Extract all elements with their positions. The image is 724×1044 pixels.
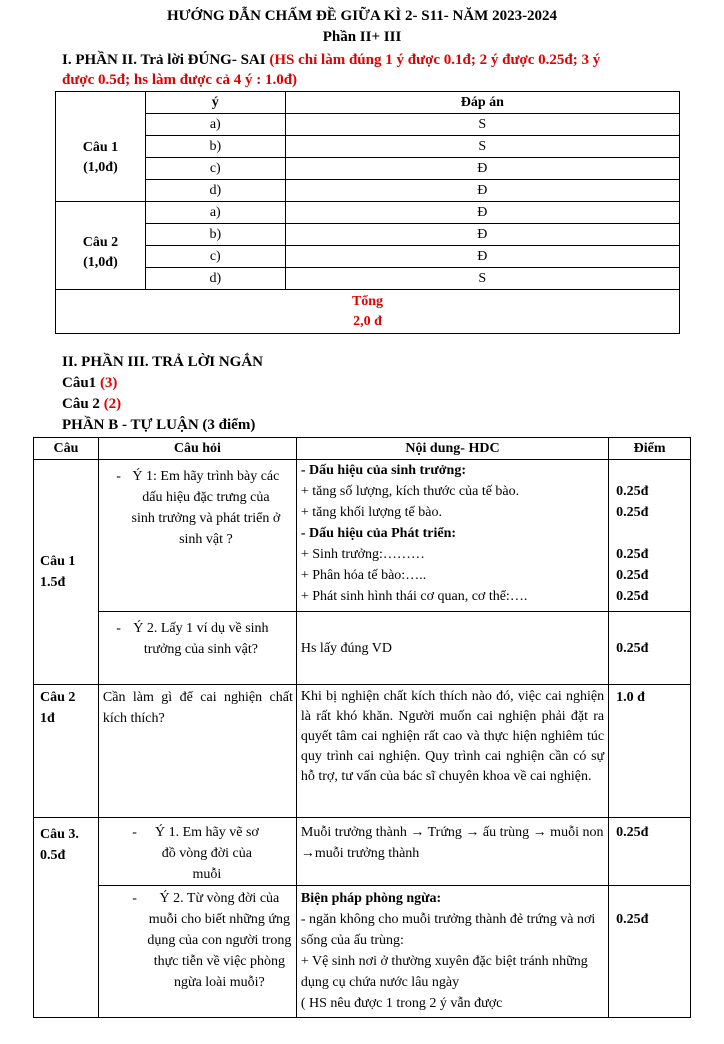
row-answer: S xyxy=(285,136,679,158)
true-false-table xyxy=(55,91,680,334)
cau2-question: Cần làm gì để cai nghiện chất kích thích? xyxy=(98,685,296,818)
part3-c1 xyxy=(62,375,117,392)
essay-table xyxy=(33,437,691,1018)
cau1-label: Câu 1 xyxy=(40,554,76,569)
points-value: 0.25đ xyxy=(616,505,649,520)
cau3-cell xyxy=(34,818,99,1018)
cau1-q2-content xyxy=(296,612,608,685)
points-value: 0.25đ xyxy=(616,484,649,499)
row-answer: Đ xyxy=(285,224,679,246)
part3-c2-label: Câu 2 xyxy=(62,396,104,412)
part2-note-cont: được 0.5đ; hs làm được cả 4 ý : 1.0đ) xyxy=(62,72,298,88)
q2-cell xyxy=(56,202,146,290)
part3-c1-answer: (3) xyxy=(99,375,118,391)
content-line: ( HS nêu được 1 trong 2 ý vẫn được xyxy=(300,996,503,1011)
partb-heading: PHẦN B - TỰ LUẬN (3 điểm) xyxy=(62,417,256,433)
row-y: c) xyxy=(145,246,285,268)
row-answer: Đ xyxy=(285,158,679,180)
q1-label: Câu 1 xyxy=(82,139,119,155)
cau3-q1-content: Muỗi trưởng thành → Trứng → ấu trùng → muỗi non →muỗi trưởng thành xyxy=(296,818,608,886)
part3-c2 xyxy=(62,396,121,413)
total-cell xyxy=(56,290,680,334)
part3-c1-label: Câu1 xyxy=(62,375,100,391)
cau2-points-value: 1.0 đ xyxy=(609,685,691,818)
row-answer: Đ xyxy=(285,246,679,268)
cau1-q2-cell: - Ý 2. Lấy 1 ví dụ về sinh trưởng của sinh vật? xyxy=(98,612,296,685)
cau3-q1-text: Ý 1. Em hãy vẽ sơ đồ vòng đời của muỗi xyxy=(154,825,259,882)
content-line: + Phát sinh hình thái cơ quan, cơ thể:…. xyxy=(300,589,528,604)
content-line: - ngăn không cho muỗi trưởng thành đẻ trứng và nơi sống của ấu trùng: xyxy=(300,912,596,948)
header-question: Câu hỏi xyxy=(98,438,296,460)
cau1-q1-content xyxy=(296,460,608,612)
cau3-q1-points: 0.25đ xyxy=(609,818,691,886)
cau2-cell xyxy=(34,685,99,818)
cau1-q1-text: Ý 1: Em hãy trình bày các dấu hiệu đặc trưng của sinh trưởng và phát triển ở sinh vật ? xyxy=(131,469,281,547)
cau2-points: 1đ xyxy=(40,711,55,726)
cau3-q2-cell: - Ý 2. Từ vòng đời của muỗi cho biết những ứng dụng của con người trong thực tiễn về việc phòng ngừa loài muỗi? xyxy=(98,886,296,1018)
points-value: 0.25đ xyxy=(616,568,649,583)
content-line: Hs lấy đúng VD xyxy=(300,640,393,656)
part2-note: (HS chỉ làm đúng 1 ý được 0.1đ; 2 ý được 0.25đ; 3 ý xyxy=(269,52,601,68)
row-answer: S xyxy=(285,114,679,136)
points-value: 0.25đ xyxy=(616,547,649,562)
row-y: a) xyxy=(145,202,285,224)
cau1-cell xyxy=(34,460,99,685)
cau1-q2-points xyxy=(609,612,691,685)
total-label: Tổng xyxy=(351,293,384,309)
row-answer: S xyxy=(285,268,679,290)
cau3-q2-points xyxy=(609,886,691,1018)
cau1-q1-points xyxy=(609,460,691,612)
header-cau: Câu xyxy=(34,438,99,460)
total-value: 2,0 đ xyxy=(353,313,382,329)
row-y: b) xyxy=(145,224,285,246)
content-line: + Vệ sinh nơi ở thường xuyên đặc biệt tránh những dụng cụ chứa nước lâu ngày xyxy=(300,954,588,990)
row-y: a) xyxy=(145,114,285,136)
row-y: c) xyxy=(145,158,285,180)
col-y-header: ý xyxy=(145,92,285,114)
row-answer: Đ xyxy=(285,202,679,224)
points-value: 0.25đ xyxy=(616,640,649,656)
q1-cell xyxy=(56,92,146,202)
content-line: - Dấu hiệu của Phát triển: xyxy=(300,526,457,541)
content-line: + tăng số lượng, kích thước của tế bào. xyxy=(300,484,520,499)
row-y: d) xyxy=(145,268,285,290)
q2-points: (1,0đ) xyxy=(83,254,118,270)
part3-heading: II. PHẦN III. TRẢ LỜI NGẮN xyxy=(62,354,264,370)
page-title: HƯỚNG DẪN CHẤM ĐỀ GIỮA KÌ 2- S11- NĂM 2023-2024 xyxy=(166,8,558,24)
cau3-label: Câu 3. xyxy=(40,827,79,842)
col-answer-header: Đáp án xyxy=(285,92,679,114)
row-y: d) xyxy=(145,180,285,202)
cau3-q2-text: Ý 2. Từ vòng đời của muỗi cho biết những ứng dụng của con người trong thực tiễn về việc phòng ngừa loài muỗi? xyxy=(147,891,292,990)
content-line: + Phân hóa tế bào:….. xyxy=(300,568,427,583)
content-line: - Dấu hiệu của sinh trưởng: xyxy=(300,463,466,478)
content-line: + tăng khối lượng tế bào. xyxy=(300,505,442,520)
part2-heading: I. PHẦN II. Trả lời ĐÚNG- SAI xyxy=(62,52,270,68)
part2-heading-line xyxy=(62,52,600,69)
page-subtitle: Phần II+ III xyxy=(322,29,402,45)
part3-c2-answer: (2) xyxy=(103,396,122,412)
cau2-label: Câu 2 xyxy=(40,690,76,705)
cau1-points: 1.5đ xyxy=(40,575,66,590)
content-line: + Sinh trưởng:……… xyxy=(300,547,425,562)
q1-points: (1,0đ) xyxy=(83,159,118,175)
cau3-q1-cell: - Ý 1. Em hãy vẽ sơ đồ vòng đời của muỗi xyxy=(98,818,296,886)
points-value: 0.25đ xyxy=(616,589,649,604)
cau2-content: Khi bị nghiện chất kích thích nào đó, việc cai nghiện là rất khó khăn. Người muốn cai nghiện phải đặt ra quyết tâm cai nghiện rất cao và thực hiện nghiêm túc quy trình cai nghiện. Quy trình cai nghiện cần có sự hỗ trợ, tư vấn của bác sĩ chuyên khoa về cai nghiện. xyxy=(296,685,608,818)
q2-label: Câu 2 xyxy=(82,234,119,250)
row-answer: Đ xyxy=(285,180,679,202)
cau3-q2-content xyxy=(296,886,608,1018)
row-y: b) xyxy=(145,136,285,158)
cau1-q2-text: Ý 2. Lấy 1 ví dụ về sinh trưởng của sinh vật? xyxy=(133,621,269,657)
cau3-points: 0.5đ xyxy=(40,848,66,863)
points-value: 0.25đ xyxy=(616,912,649,927)
header-content: Nội dung- HDC xyxy=(296,438,608,460)
content-line: Biện pháp phòng ngừa: xyxy=(300,891,442,906)
cau1-q1-cell: - Ý 1: Em hãy trình bày các dấu hiệu đặc trưng của sinh trưởng và phát triển ở sinh vật ? xyxy=(98,460,296,612)
header-points: Điểm xyxy=(609,438,691,460)
